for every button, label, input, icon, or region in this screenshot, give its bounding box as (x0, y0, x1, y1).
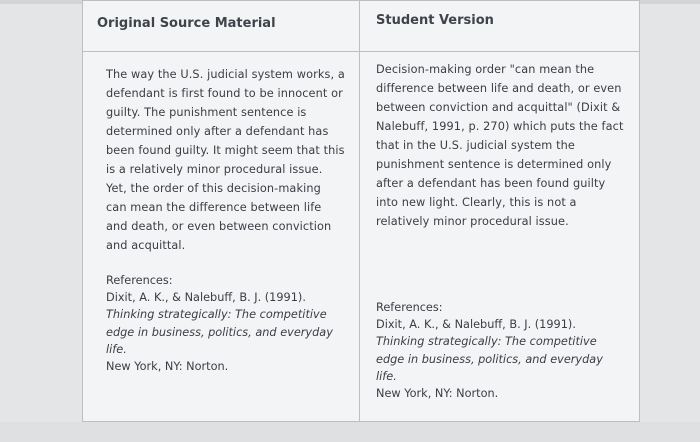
comparison-table (82, 0, 640, 422)
header-row (83, 1, 640, 52)
bottom-shade (0, 422, 700, 442)
student-cell (360, 52, 640, 422)
citation-title: Thinking strategically: The competitive edge in business, politics, and everyday life. (376, 335, 603, 383)
original-header: Original Source Material (97, 16, 276, 31)
citation-publisher: New York, NY: Norton. (376, 387, 499, 401)
content-row (83, 52, 640, 422)
citation-publisher: New York, NY: Norton. (106, 360, 229, 374)
citation-title: Thinking strategically: The competitive edge in business, politics, and everyday life. (106, 308, 333, 356)
original-references (106, 272, 345, 375)
original-cell (83, 52, 360, 422)
student-references (376, 299, 625, 402)
student-passage: Decision-making order "can mean the difference between life and death, or even between conviction and acquittal" (Dixit & Nalebuff, 1991, p. 270) which puts the fact that in the U.S. judicial system the punishment sentence is determined only after a defendant has been found guilty into new light. Clearly, this is not a relatively minor procedural issue. (376, 63, 624, 228)
student-header: Student Version (376, 13, 494, 28)
header-cell-original (83, 1, 360, 52)
original-passage: The way the U.S. judicial system works, a defendant is first found to be innocent or guilty. The punishment sentence is determined only after a defendant has been found guilty. It might seem that this is a relatively minor procedural issue. Yet, the order of this decision-making can mean the difference between life and death, or even between conviction and acquittal. (106, 68, 345, 252)
references-label: References: (106, 274, 173, 287)
header-cell-student (360, 1, 640, 52)
references-label: References: (376, 301, 443, 314)
citation-authors: Dixit, A. K., & Nalebuff, B. J. (1991). (106, 291, 306, 305)
citation-authors: Dixit, A. K., & Nalebuff, B. J. (1991). (376, 318, 576, 332)
